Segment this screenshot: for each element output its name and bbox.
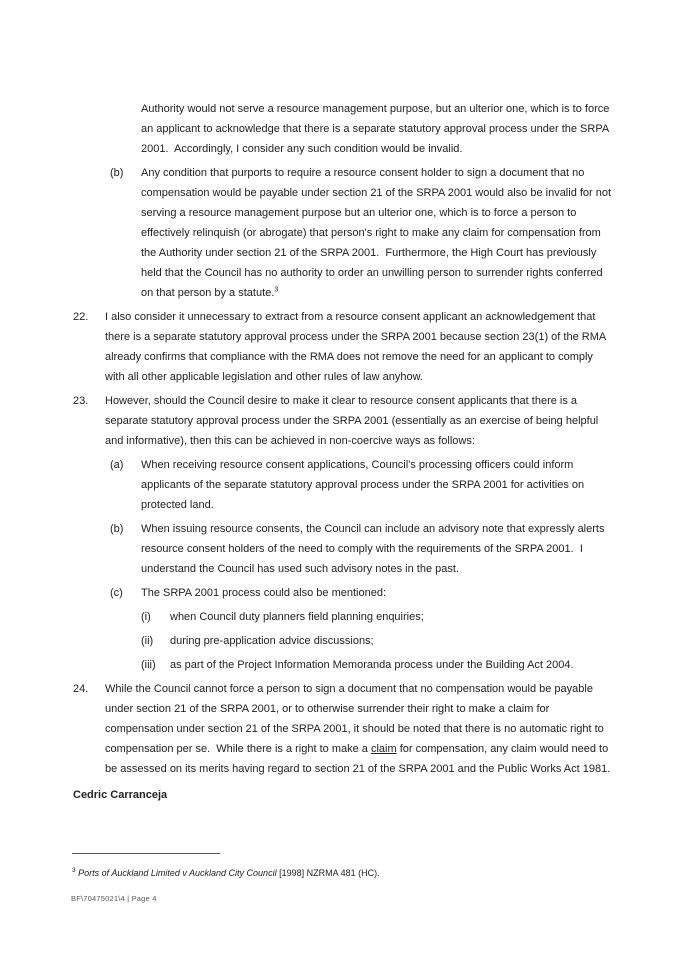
paragraph-text-main: Any condition that purports to require a resource consent holder to sign a document that no compensation would be payable under section 21 of the SRPA 2001 would also be invalid for not serving a resource management purpose but an ulterior one, which is to force a person to effectively relinquish (or abrogate) that person's right to make any claim for compensation from the Authority under section 21 of the SRPA 2001. Furthermore, the High Court has previously held that the Council has no authority to order an unwilling person to surrender rights conferred on that person by a statute. xyxy=(141,167,615,299)
footnote xyxy=(72,867,612,879)
list-item-label: (a) xyxy=(110,459,124,471)
paragraph-23 xyxy=(73,391,612,451)
paragraph-text: The SRPA 2001 process could also be mentioned: xyxy=(141,587,387,599)
list-item-label: (iii) xyxy=(141,659,156,671)
paragraph-number: 24. xyxy=(73,683,89,695)
signature-name: Cedric Carranceja xyxy=(73,789,168,801)
underlined-claim-word: claim xyxy=(370,743,397,755)
paragraph-22 xyxy=(73,307,612,387)
paragraph-continuation xyxy=(141,99,612,159)
paragraph-text: When receiving resource consent applications, Council's processing officers could inform applicants of the separate statutory approval process under the SRPA 2001 for activities on protected land. xyxy=(141,459,588,511)
list-item-label: (c) xyxy=(110,587,123,599)
list-item-label: (b) xyxy=(110,167,124,179)
paragraph-text: I also consider it unnecessary to extract from a resource consent applicant an acknowledgement that there is a separate statutory approval process under the SRPA 2001 because section 23(1) of the RMA already confirms that compliance with the RMA does not remove the need for an applicant to comply with all other applicable legislation and other rules of law anyhow. xyxy=(105,311,609,383)
list-item-23c-ii xyxy=(141,631,612,651)
list-item-23c-iii xyxy=(141,655,612,675)
paragraph-text: Authority would not serve a resource management purpose, but an ulterior one, which is to force an applicant to acknowledge that there is a separate statutory approval process under the SRPA 2001. Accordingly, I consider any such condition would be invalid. xyxy=(141,103,613,155)
list-item-label: (i) xyxy=(141,611,151,623)
list-item-23c-i xyxy=(141,607,612,627)
paragraph-text-after: for compensation, any claim would need to be assessed on its merits having regard to section 21 of the SRPA 2001 and the Public Works Act 1981. xyxy=(105,743,612,775)
list-item-23b xyxy=(110,519,612,579)
page-footer: BF\70475021\4 | Page 4 xyxy=(71,894,157,903)
paragraph-text: during pre-application advice discussions; xyxy=(170,635,374,647)
list-item-label: (b) xyxy=(110,523,124,535)
paragraph-text xyxy=(141,163,615,303)
list-item-label: (ii) xyxy=(141,635,154,647)
list-item-23c xyxy=(110,583,612,603)
list-item-23a xyxy=(110,455,612,515)
footnote-number: 3 xyxy=(72,867,76,874)
paragraph-text-before: While the Council cannot force a person to sign a document that no compensation would be payable under section 21 of the SRPA 2001, or to otherwise surrender their right to make a claim for compensation under section 21 of the SRPA 2001, it should be noted that there is no automatic right to compensation per se. While there is a right to make a xyxy=(105,683,607,755)
paragraph-text: When issuing resource consents, the Council can include an advisory note that expressly alerts resource consent holders of the need to comply with the requirements of the SRPA 2001. I understand the Council has used such advisory notes in the past. xyxy=(141,523,608,575)
footnote-separator xyxy=(72,853,220,854)
paragraph-text: However, should the Council desire to make it clear to resource consent applicants that there is a separate statutory approval process under the SRPA 2001 (essentially as an exercise of being helpful and informative), then this can be achieved in non-coercive ways as follows: xyxy=(105,395,602,447)
footnote-area xyxy=(72,853,612,879)
paragraph-text: when Council duty planners field planning enquiries; xyxy=(170,611,424,623)
paragraph-number: 23. xyxy=(73,395,89,407)
paragraph-text xyxy=(105,679,612,779)
document-body xyxy=(73,99,615,805)
paragraph-text: as part of the Project Information Memoranda process under the Building Act 2004. xyxy=(170,659,574,671)
footnote-citation: [1998] NZRMA 481 (HC). xyxy=(276,868,380,878)
footnote-case-name: Ports of Auckland Limited v Auckland City Council xyxy=(78,868,277,878)
list-item-b xyxy=(110,163,615,303)
paragraph-24 xyxy=(73,679,612,779)
paragraph-number: 22. xyxy=(73,311,89,323)
footnote-reference: 3 xyxy=(274,286,279,294)
